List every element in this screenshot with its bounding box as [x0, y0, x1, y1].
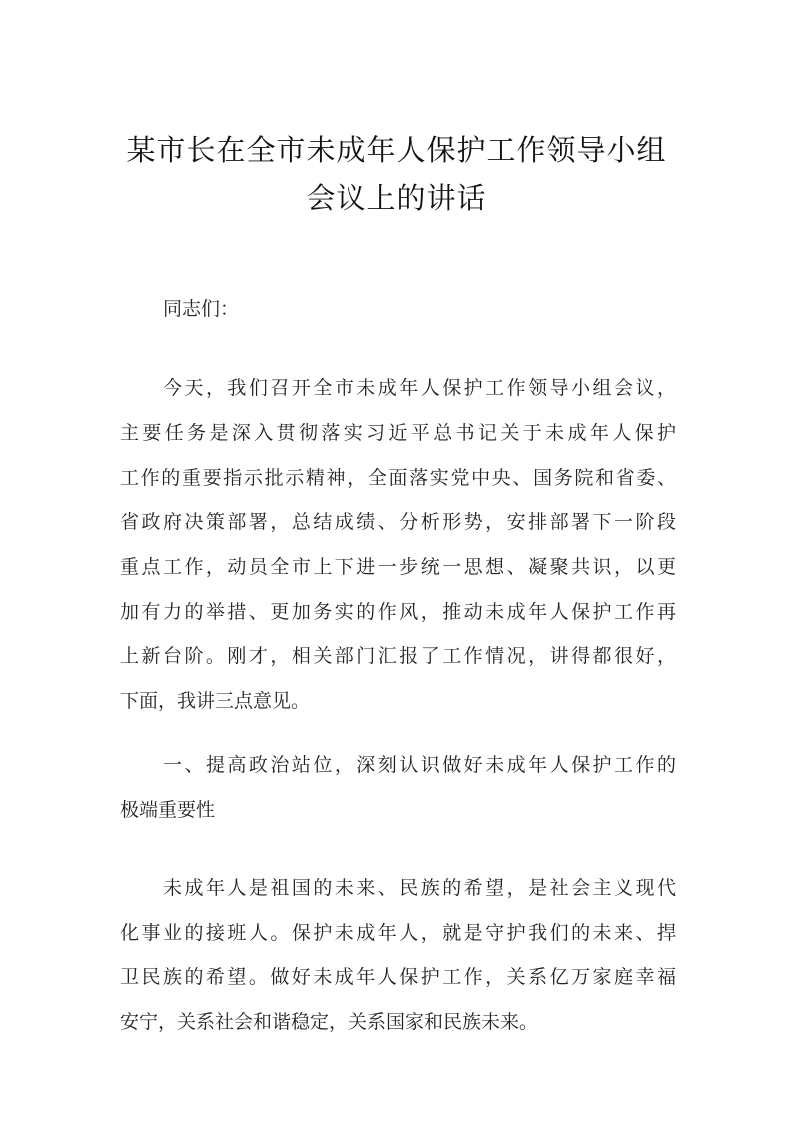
section-heading: 一、提高政治站位，深刻认识做好未成年人保护工作的 [163, 754, 676, 776]
salutation: 同志们： [163, 298, 240, 320]
paragraph-line: 未成年人是祖国的未来、民族的希望，是社会主义现代 [163, 877, 676, 899]
paragraph-line: 加有力的举措、更加务实的作风，推动未成年人保护工作再 [120, 601, 676, 623]
paragraph-line: 下面，我讲三点意见。 [120, 690, 311, 712]
paragraph-line: 上新台阶。刚才，相关部门汇报了工作情况，讲得都很好， [120, 645, 676, 667]
section-heading: 极端重要性 [120, 799, 216, 821]
document-title-line-1: 某市长在全市未成年人保护工作领导小组 [126, 133, 667, 167]
paragraph-line: 卫民族的希望。做好未成年人保护工作，关系亿万家庭幸福 [120, 966, 676, 988]
paragraph-line: 安宁，关系社会和谐稳定，关系国家和民族未来。 [120, 1011, 539, 1033]
paragraph-line: 省政府决策部署，总结成绩、分析形势，安排部署下一阶段 [120, 511, 676, 533]
document-title-line-2: 会议上的讲话 [306, 181, 487, 215]
paragraph-line: 工作的重要指示批示精神，全面落实党中央、国务院和省委、 [120, 467, 676, 489]
paragraph-line: 化事业的接班人。保护未成年人，就是守护我们的未来、捍 [120, 922, 676, 944]
paragraph-line: 重点工作，动员全市上下进一步统一思想、凝聚共识，以更 [120, 556, 676, 578]
paragraph-line: 主要任务是深入贯彻落实习近平总书记关于未成年人保护 [120, 422, 676, 444]
paragraph-line: 今天，我们召开全市未成年人保护工作领导小组会议， [163, 377, 676, 399]
